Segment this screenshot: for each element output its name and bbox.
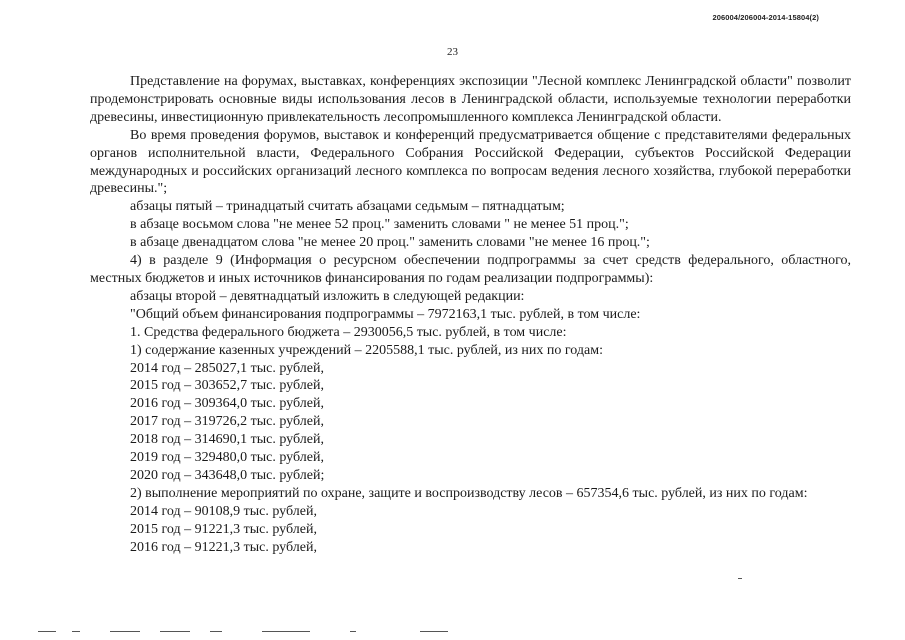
protection-year-line-2016: 2016 год – 91221,3 тыс. рублей,	[130, 539, 317, 555]
year-line-2016: 2016 год – 309364,0 тыс. рублей,	[130, 396, 324, 412]
scan-mark	[72, 631, 80, 632]
year-line-2018: 2018 год – 314690,1 тыс. рублей,	[130, 432, 324, 448]
paragraph-state-institutions: 1) содержание казенных учреждений – 2205588,1 тыс. рублей, из них по годам:	[130, 342, 603, 358]
protection-year-line-2015: 2015 год – 91221,3 тыс. рублей,	[130, 521, 317, 537]
document-id: 206004/206004-2014-15804(2)	[712, 13, 819, 22]
paragraph-eighth-clause: в абзаце восьмом слова "не менее 52 проц." заменить словами " не менее 51 проц.";	[130, 217, 629, 233]
protection-year-line-2014: 2014 год – 90108,9 тыс. рублей,	[130, 503, 317, 519]
year-line-2015: 2015 год – 303652,7 тыс. рублей,	[130, 378, 324, 394]
paragraph-section-9: 4) в разделе 9 (Информация о ресурсном обеспечении подпрограммы за счет средств федерального, областного, местных бюджетов и иных источников финансирования по годам реализации подпрограммы):	[90, 253, 851, 286]
document-body	[90, 73, 851, 556]
paragraph-twelfth-clause: в абзаце двенадцатом слова "не менее 20 проц." заменить словами "не менее 16 проц.";	[130, 235, 650, 251]
paragraph-forest-protection: 2) выполнение мероприятий по охране, защите и воспроизводству лесов – 657354,6 тыс. рублей, из них по годам:	[130, 485, 808, 501]
page-number: 23	[447, 46, 458, 58]
paragraph-new-edition: абзацы второй – девятнадцатый изложить в следующей редакции:	[130, 288, 525, 304]
paragraph-federal-budget: 1. Средства федерального бюджета – 2930056,5 тыс. рублей, в том числе:	[130, 324, 567, 340]
paragraph-exhibition-presentation: Представление на форумах, выставках, конференциях экспозиции "Лесной комплекс Ленинградской области" позволит продемонстрировать основные виды использования лесов в Ленинградской области, используемые технологии переработки древесины, инвестиционную привлекательность лесопромышленного комплекса Ленинградской области.	[90, 74, 851, 125]
scan-mark	[110, 631, 140, 632]
scan-mark	[262, 631, 310, 632]
year-line-2020: 2020 год – 343648,0 тыс. рублей;	[130, 467, 325, 483]
scan-mark	[350, 631, 356, 632]
year-line-2017: 2017 год – 319726,2 тыс. рублей,	[130, 414, 324, 430]
scan-mark	[38, 631, 56, 632]
paragraph-total-financing: "Общий объем финансирования подпрограммы – 7972163,1 тыс. рублей, в том числе:	[130, 306, 641, 322]
paragraph-renumber-clauses: абзацы пятый – тринадцатый считать абзацами седьмым – пятнадцатым;	[130, 199, 565, 215]
year-line-2019: 2019 год – 329480,0 тыс. рублей,	[130, 450, 324, 466]
scan-mark	[160, 631, 190, 632]
scan-mark	[210, 631, 222, 632]
year-line-2014: 2014 год – 285027,1 тыс. рублей,	[130, 360, 324, 376]
scan-mark	[738, 578, 742, 579]
paragraph-forum-communication: Во время проведения форумов, выставок и конференций предусматривается общение с представителями федеральных органов исполнительной власти, Федерального Собрания Российской Федерации, субъектов Российской Федерации международных и российских организаций лесного комплекса по вопросам ведения лесного хозяйства, глубокой переработки древесины.";	[90, 127, 851, 197]
scan-mark	[420, 631, 448, 632]
